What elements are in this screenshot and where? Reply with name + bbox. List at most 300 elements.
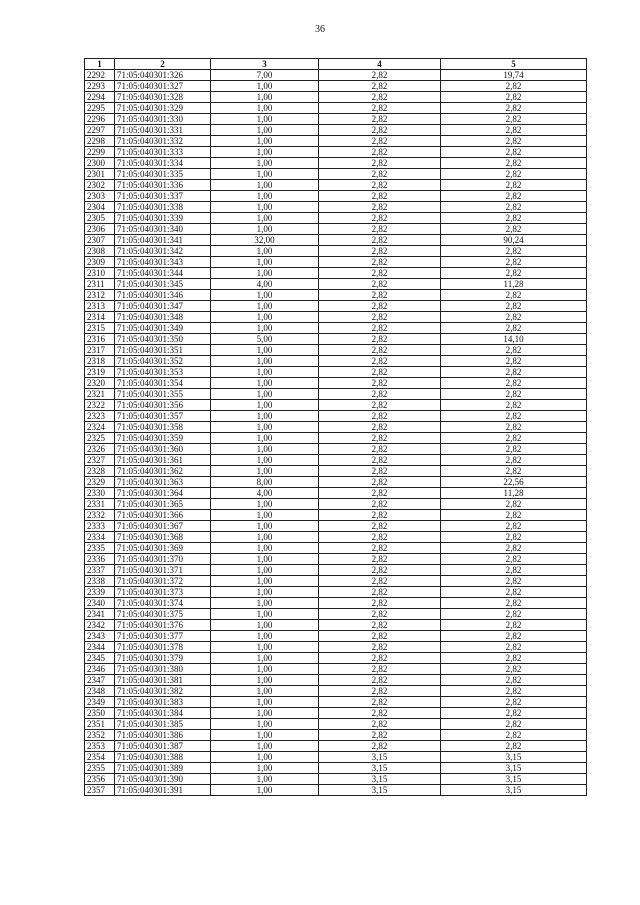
cadastral-number-cell: 71:05:040301:326	[115, 70, 211, 81]
row-number-cell: 2330	[85, 488, 115, 499]
amount-cell: 3,15	[441, 785, 587, 796]
row-number-cell: 2326	[85, 444, 115, 455]
table-row	[85, 213, 587, 224]
row-number-cell: 2344	[85, 642, 115, 653]
rate-cell: 3,15	[319, 774, 441, 785]
cadastral-number-cell: 71:05:040301:341	[115, 235, 211, 246]
cadastral-number-cell: 71:05:040301:358	[115, 422, 211, 433]
table-row	[85, 752, 587, 763]
amount-cell: 2,82	[441, 653, 587, 664]
cadastral-number-cell: 71:05:040301:338	[115, 202, 211, 213]
quantity-cell: 1,00	[211, 620, 319, 631]
data-table	[84, 58, 587, 796]
amount-cell: 19,74	[441, 70, 587, 81]
rate-cell: 2,82	[319, 81, 441, 92]
table-row	[85, 191, 587, 202]
quantity-cell: 1,00	[211, 697, 319, 708]
table-row	[85, 510, 587, 521]
row-number-cell: 2353	[85, 741, 115, 752]
rate-cell: 2,82	[319, 367, 441, 378]
row-number-cell: 2292	[85, 70, 115, 81]
amount-cell: 2,82	[441, 510, 587, 521]
table-row	[85, 565, 587, 576]
row-number-cell: 2294	[85, 92, 115, 103]
rate-cell: 2,82	[319, 477, 441, 488]
quantity-cell: 1,00	[211, 180, 319, 191]
rate-cell: 2,82	[319, 664, 441, 675]
cadastral-number-cell: 71:05:040301:332	[115, 136, 211, 147]
quantity-cell: 1,00	[211, 301, 319, 312]
rate-cell: 2,82	[319, 554, 441, 565]
table-row	[85, 136, 587, 147]
rate-cell: 2,82	[319, 312, 441, 323]
rate-cell: 2,82	[319, 521, 441, 532]
cadastral-number-cell: 71:05:040301:373	[115, 587, 211, 598]
row-number-cell: 2305	[85, 213, 115, 224]
row-number-cell: 2308	[85, 246, 115, 257]
row-number-cell: 2312	[85, 290, 115, 301]
amount-cell: 2,82	[441, 202, 587, 213]
table-row	[85, 719, 587, 730]
row-number-cell: 2319	[85, 367, 115, 378]
table-row	[85, 532, 587, 543]
row-number-cell: 2311	[85, 279, 115, 290]
quantity-cell: 1,00	[211, 389, 319, 400]
amount-cell: 2,82	[441, 103, 587, 114]
row-number-cell: 2354	[85, 752, 115, 763]
cadastral-number-cell: 71:05:040301:367	[115, 521, 211, 532]
row-number-cell: 2314	[85, 312, 115, 323]
amount-cell: 90,24	[441, 235, 587, 246]
row-number-cell: 2334	[85, 532, 115, 543]
row-number-cell: 2342	[85, 620, 115, 631]
amount-cell: 2,82	[441, 697, 587, 708]
table-body	[85, 70, 587, 796]
quantity-cell: 1,00	[211, 246, 319, 257]
page-number: 36	[315, 24, 325, 35]
amount-cell: 2,82	[441, 158, 587, 169]
table-row	[85, 444, 587, 455]
rate-cell: 2,82	[319, 279, 441, 290]
cadastral-number-cell: 71:05:040301:369	[115, 543, 211, 554]
amount-cell: 3,15	[441, 763, 587, 774]
row-number-cell: 2340	[85, 598, 115, 609]
table-row	[85, 345, 587, 356]
amount-cell: 2,82	[441, 444, 587, 455]
rate-cell: 2,82	[319, 488, 441, 499]
rate-cell: 2,82	[319, 598, 441, 609]
rate-cell: 2,82	[319, 631, 441, 642]
amount-cell: 2,82	[441, 411, 587, 422]
quantity-cell: 1,00	[211, 609, 319, 620]
rate-cell: 2,82	[319, 532, 441, 543]
cadastral-number-cell: 71:05:040301:328	[115, 92, 211, 103]
row-number-cell: 2300	[85, 158, 115, 169]
amount-cell: 2,82	[441, 741, 587, 752]
amount-cell: 2,82	[441, 389, 587, 400]
cadastral-number-cell: 71:05:040301:360	[115, 444, 211, 455]
rate-cell: 2,82	[319, 675, 441, 686]
table-row	[85, 653, 587, 664]
amount-cell: 2,82	[441, 433, 587, 444]
cadastral-number-cell: 71:05:040301:354	[115, 378, 211, 389]
row-number-cell: 2339	[85, 587, 115, 598]
row-number-cell: 2333	[85, 521, 115, 532]
amount-cell: 2,82	[441, 521, 587, 532]
amount-cell: 2,82	[441, 609, 587, 620]
amount-cell: 2,82	[441, 708, 587, 719]
quantity-cell: 1,00	[211, 378, 319, 389]
table-row	[85, 246, 587, 257]
table-row	[85, 334, 587, 345]
row-number-cell: 2337	[85, 565, 115, 576]
column-header-1: 1	[85, 59, 115, 70]
cadastral-number-cell: 71:05:040301:387	[115, 741, 211, 752]
row-number-cell: 2321	[85, 389, 115, 400]
row-number-cell: 2310	[85, 268, 115, 279]
row-number-cell: 2309	[85, 257, 115, 268]
quantity-cell: 8,00	[211, 477, 319, 488]
row-number-cell: 2320	[85, 378, 115, 389]
cadastral-number-cell: 71:05:040301:357	[115, 411, 211, 422]
quantity-cell: 1,00	[211, 741, 319, 752]
rate-cell: 2,82	[319, 455, 441, 466]
table-row	[85, 433, 587, 444]
quantity-cell: 1,00	[211, 224, 319, 235]
table-row	[85, 70, 587, 81]
rate-cell: 3,15	[319, 752, 441, 763]
row-number-cell: 2349	[85, 697, 115, 708]
quantity-cell: 4,00	[211, 488, 319, 499]
amount-cell: 2,82	[441, 169, 587, 180]
quantity-cell: 1,00	[211, 686, 319, 697]
cadastral-number-cell: 71:05:040301:366	[115, 510, 211, 521]
cadastral-number-cell: 71:05:040301:344	[115, 268, 211, 279]
row-number-cell: 2303	[85, 191, 115, 202]
table-row	[85, 323, 587, 334]
cadastral-number-cell: 71:05:040301:356	[115, 400, 211, 411]
row-number-cell: 2306	[85, 224, 115, 235]
table-row	[85, 686, 587, 697]
cadastral-number-cell: 71:05:040301:375	[115, 609, 211, 620]
rate-cell: 2,82	[319, 202, 441, 213]
table-row	[85, 543, 587, 554]
quantity-cell: 1,00	[211, 642, 319, 653]
table-row	[85, 763, 587, 774]
quantity-cell: 1,00	[211, 202, 319, 213]
cadastral-number-cell: 71:05:040301:368	[115, 532, 211, 543]
cadastral-number-cell: 71:05:040301:327	[115, 81, 211, 92]
amount-cell: 2,82	[441, 587, 587, 598]
quantity-cell: 1,00	[211, 719, 319, 730]
column-header-5: 5	[441, 59, 587, 70]
quantity-cell: 1,00	[211, 158, 319, 169]
cadastral-number-cell: 71:05:040301:342	[115, 246, 211, 257]
amount-cell: 2,82	[441, 565, 587, 576]
rate-cell: 2,82	[319, 697, 441, 708]
rate-cell: 2,82	[319, 620, 441, 631]
amount-cell: 2,82	[441, 422, 587, 433]
table-row	[85, 730, 587, 741]
row-number-cell: 2356	[85, 774, 115, 785]
amount-cell: 11,28	[441, 279, 587, 290]
table-row	[85, 422, 587, 433]
rate-cell: 2,82	[319, 444, 441, 455]
cadastral-number-cell: 71:05:040301:372	[115, 576, 211, 587]
amount-cell: 2,82	[441, 125, 587, 136]
cadastral-number-cell: 71:05:040301:334	[115, 158, 211, 169]
rate-cell: 2,82	[319, 301, 441, 312]
quantity-cell: 1,00	[211, 708, 319, 719]
row-number-cell: 2336	[85, 554, 115, 565]
row-number-cell: 2335	[85, 543, 115, 554]
table-row	[85, 554, 587, 565]
cadastral-number-cell: 71:05:040301:350	[115, 334, 211, 345]
table-row	[85, 290, 587, 301]
amount-cell: 22,56	[441, 477, 587, 488]
cadastral-number-cell: 71:05:040301:355	[115, 389, 211, 400]
amount-cell: 2,82	[441, 180, 587, 191]
amount-cell: 2,82	[441, 400, 587, 411]
rate-cell: 2,82	[319, 147, 441, 158]
cadastral-number-cell: 71:05:040301:364	[115, 488, 211, 499]
rate-cell: 2,82	[319, 433, 441, 444]
quantity-cell: 1,00	[211, 136, 319, 147]
row-number-cell: 2329	[85, 477, 115, 488]
rate-cell: 2,82	[319, 345, 441, 356]
rate-cell: 2,82	[319, 103, 441, 114]
table-row	[85, 411, 587, 422]
cadastral-number-cell: 71:05:040301:390	[115, 774, 211, 785]
rate-cell: 2,82	[319, 400, 441, 411]
cadastral-number-cell: 71:05:040301:343	[115, 257, 211, 268]
table-row	[85, 488, 587, 499]
amount-cell: 2,82	[441, 466, 587, 477]
table-row	[85, 400, 587, 411]
row-number-cell: 2325	[85, 433, 115, 444]
quantity-cell: 1,00	[211, 400, 319, 411]
cadastral-number-cell: 71:05:040301:339	[115, 213, 211, 224]
quantity-cell: 1,00	[211, 147, 319, 158]
cadastral-number-cell: 71:05:040301:391	[115, 785, 211, 796]
amount-cell: 2,82	[441, 554, 587, 565]
row-number-cell: 2293	[85, 81, 115, 92]
rate-cell: 2,82	[319, 334, 441, 345]
quantity-cell: 1,00	[211, 114, 319, 125]
quantity-cell: 1,00	[211, 653, 319, 664]
cadastral-number-cell: 71:05:040301:383	[115, 697, 211, 708]
cadastral-number-cell: 71:05:040301:379	[115, 653, 211, 664]
table-row	[85, 741, 587, 752]
table-row	[85, 708, 587, 719]
rate-cell: 2,82	[319, 257, 441, 268]
quantity-cell: 1,00	[211, 312, 319, 323]
amount-cell: 2,82	[441, 642, 587, 653]
table-row	[85, 103, 587, 114]
quantity-cell: 1,00	[211, 433, 319, 444]
table-row	[85, 257, 587, 268]
amount-cell: 2,82	[441, 257, 587, 268]
quantity-cell: 7,00	[211, 70, 319, 81]
row-number-cell: 2346	[85, 664, 115, 675]
row-number-cell: 2341	[85, 609, 115, 620]
amount-cell: 2,82	[441, 323, 587, 334]
row-number-cell: 2295	[85, 103, 115, 114]
quantity-cell: 1,00	[211, 455, 319, 466]
amount-cell: 3,15	[441, 774, 587, 785]
cadastral-number-cell: 71:05:040301:340	[115, 224, 211, 235]
table-row	[85, 785, 587, 796]
quantity-cell: 1,00	[211, 422, 319, 433]
cadastral-number-cell: 71:05:040301:386	[115, 730, 211, 741]
table-row	[85, 169, 587, 180]
amount-cell: 2,82	[441, 224, 587, 235]
table-row	[85, 235, 587, 246]
row-number-cell: 2350	[85, 708, 115, 719]
rate-cell: 2,82	[319, 730, 441, 741]
cadastral-number-cell: 71:05:040301:389	[115, 763, 211, 774]
quantity-cell: 1,00	[211, 598, 319, 609]
rate-cell: 2,82	[319, 158, 441, 169]
rate-cell: 2,82	[319, 378, 441, 389]
amount-cell: 2,82	[441, 620, 587, 631]
quantity-cell: 1,00	[211, 565, 319, 576]
quantity-cell: 1,00	[211, 345, 319, 356]
amount-cell: 2,82	[441, 136, 587, 147]
rate-cell: 2,82	[319, 466, 441, 477]
cadastral-number-cell: 71:05:040301:336	[115, 180, 211, 191]
rate-cell: 2,82	[319, 510, 441, 521]
rate-cell: 2,82	[319, 543, 441, 554]
cadastral-number-cell: 71:05:040301:384	[115, 708, 211, 719]
quantity-cell: 1,00	[211, 125, 319, 136]
table-row	[85, 180, 587, 191]
row-number-cell: 2352	[85, 730, 115, 741]
row-number-cell: 2345	[85, 653, 115, 664]
amount-cell: 2,82	[441, 147, 587, 158]
rate-cell: 2,82	[319, 411, 441, 422]
rate-cell: 2,82	[319, 290, 441, 301]
rate-cell: 2,82	[319, 642, 441, 653]
amount-cell: 2,82	[441, 532, 587, 543]
row-number-cell: 2324	[85, 422, 115, 433]
quantity-cell: 5,00	[211, 334, 319, 345]
cadastral-number-cell: 71:05:040301:363	[115, 477, 211, 488]
rate-cell: 2,82	[319, 70, 441, 81]
cadastral-number-cell: 71:05:040301:371	[115, 565, 211, 576]
quantity-cell: 1,00	[211, 411, 319, 422]
cadastral-number-cell: 71:05:040301:347	[115, 301, 211, 312]
table-row	[85, 81, 587, 92]
cadastral-number-cell: 71:05:040301:376	[115, 620, 211, 631]
row-number-cell: 2332	[85, 510, 115, 521]
amount-cell: 2,82	[441, 81, 587, 92]
cadastral-number-cell: 71:05:040301:331	[115, 125, 211, 136]
rate-cell: 2,82	[319, 609, 441, 620]
table-row	[85, 609, 587, 620]
amount-cell: 2,82	[441, 664, 587, 675]
amount-cell: 2,82	[441, 631, 587, 642]
row-number-cell: 2348	[85, 686, 115, 697]
amount-cell: 2,82	[441, 312, 587, 323]
rate-cell: 2,82	[319, 92, 441, 103]
table-header	[85, 59, 587, 70]
quantity-cell: 1,00	[211, 587, 319, 598]
row-number-cell: 2327	[85, 455, 115, 466]
rate-cell: 3,15	[319, 763, 441, 774]
quantity-cell: 1,00	[211, 631, 319, 642]
quantity-cell: 1,00	[211, 103, 319, 114]
amount-cell: 2,82	[441, 345, 587, 356]
rate-cell: 2,82	[319, 169, 441, 180]
rate-cell: 2,82	[319, 224, 441, 235]
table-row	[85, 158, 587, 169]
rate-cell: 2,82	[319, 422, 441, 433]
header-row	[85, 59, 587, 70]
cadastral-number-cell: 71:05:040301:351	[115, 345, 211, 356]
amount-cell: 3,15	[441, 752, 587, 763]
rate-cell: 2,82	[319, 565, 441, 576]
cadastral-number-cell: 71:05:040301:352	[115, 356, 211, 367]
table-row	[85, 147, 587, 158]
cadastral-number-cell: 71:05:040301:380	[115, 664, 211, 675]
rate-cell: 2,82	[319, 587, 441, 598]
row-number-cell: 2343	[85, 631, 115, 642]
quantity-cell: 1,00	[211, 763, 319, 774]
amount-cell: 2,82	[441, 92, 587, 103]
quantity-cell: 1,00	[211, 752, 319, 763]
quantity-cell: 1,00	[211, 664, 319, 675]
rate-cell: 2,82	[319, 125, 441, 136]
rate-cell: 2,82	[319, 499, 441, 510]
table-row	[85, 92, 587, 103]
table-row	[85, 477, 587, 488]
table-row	[85, 620, 587, 631]
amount-cell: 2,82	[441, 675, 587, 686]
amount-cell: 11,28	[441, 488, 587, 499]
amount-cell: 2,82	[441, 356, 587, 367]
table-row	[85, 114, 587, 125]
cadastral-number-cell: 71:05:040301:388	[115, 752, 211, 763]
table-row	[85, 587, 587, 598]
amount-cell: 2,82	[441, 191, 587, 202]
table-row	[85, 499, 587, 510]
quantity-cell: 1,00	[211, 499, 319, 510]
table-row	[85, 521, 587, 532]
amount-cell: 2,82	[441, 213, 587, 224]
row-number-cell: 2307	[85, 235, 115, 246]
quantity-cell: 1,00	[211, 510, 319, 521]
cadastral-number-cell: 71:05:040301:353	[115, 367, 211, 378]
table-row	[85, 224, 587, 235]
rate-cell: 2,82	[319, 708, 441, 719]
amount-cell: 2,82	[441, 455, 587, 466]
row-number-cell: 2313	[85, 301, 115, 312]
row-number-cell: 2338	[85, 576, 115, 587]
quantity-cell: 1,00	[211, 785, 319, 796]
table-row	[85, 301, 587, 312]
cadastral-number-cell: 71:05:040301:374	[115, 598, 211, 609]
quantity-cell: 1,00	[211, 169, 319, 180]
rate-cell: 3,15	[319, 785, 441, 796]
quantity-cell: 1,00	[211, 554, 319, 565]
quantity-cell: 1,00	[211, 257, 319, 268]
row-number-cell: 2304	[85, 202, 115, 213]
rate-cell: 2,82	[319, 213, 441, 224]
cadastral-number-cell: 71:05:040301:378	[115, 642, 211, 653]
rate-cell: 2,82	[319, 136, 441, 147]
quantity-cell: 1,00	[211, 774, 319, 785]
